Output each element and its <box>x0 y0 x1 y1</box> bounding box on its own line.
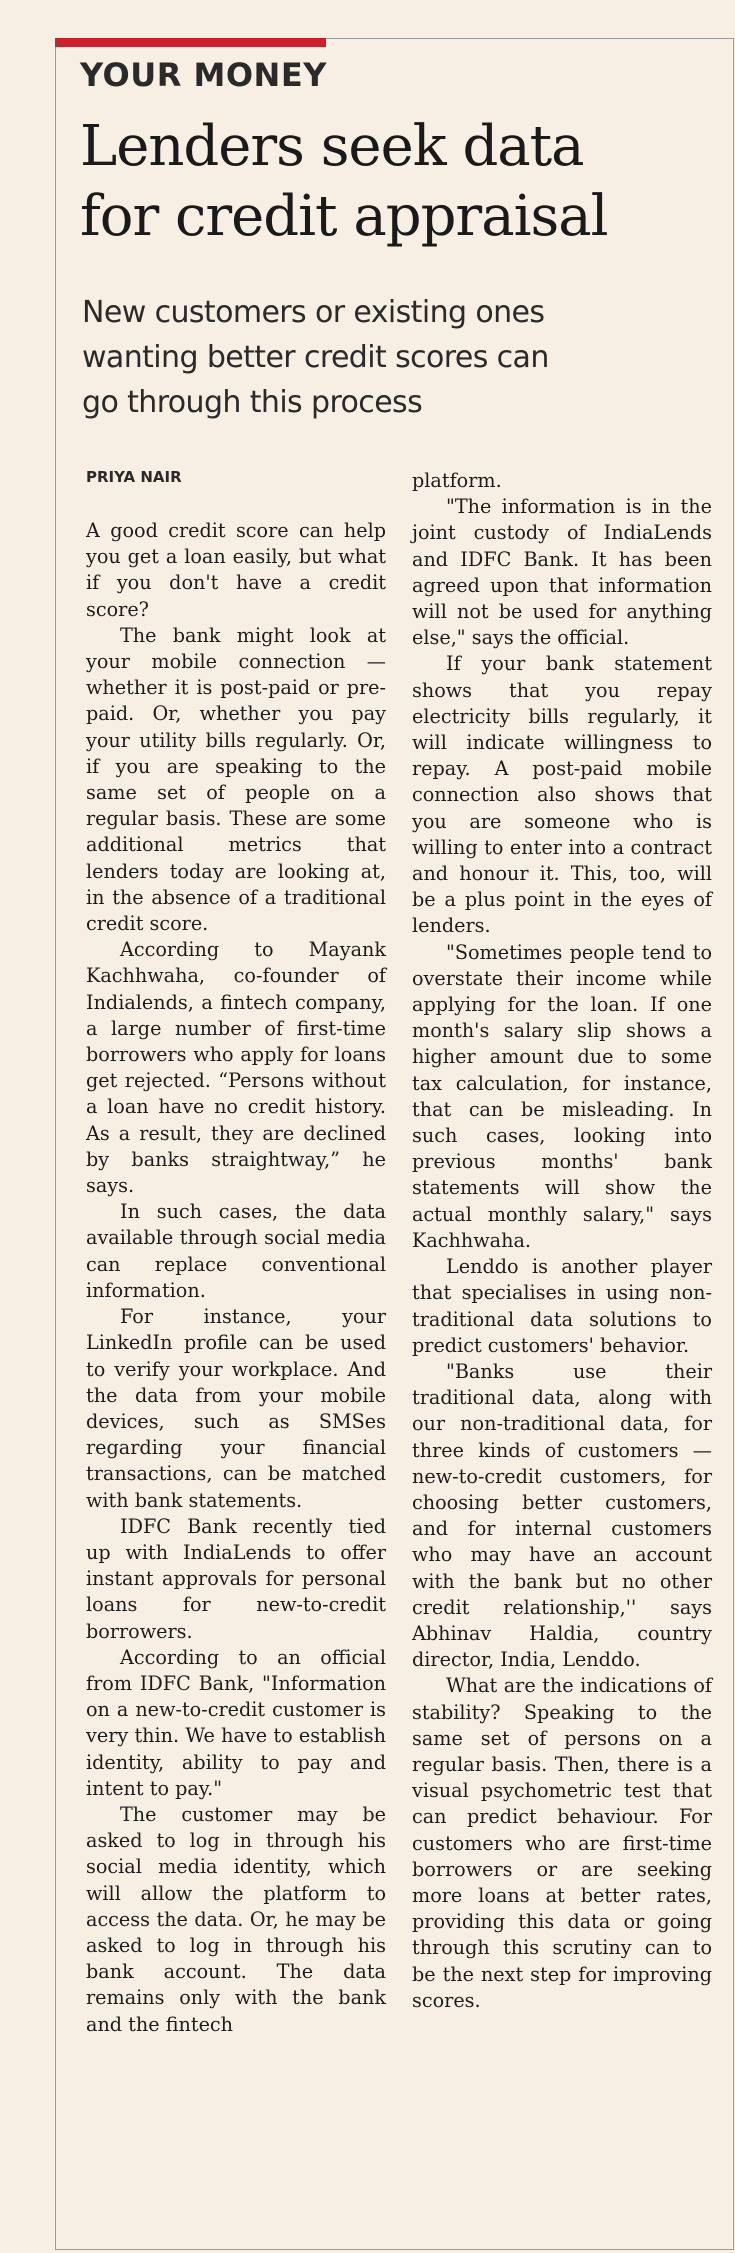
article-column-right <box>412 468 712 2014</box>
paragraph: In such cases, the data available through social media can replace conventional information. <box>86 1200 386 1302</box>
paragraph: "Sometimes people tend to overstate their income while applying for the loan. If one month's salary slip shows a higher amount due to some tax calculation, for instance, that can be misleading. In such cases, looking into previous months' bank statements will show the actual monthly salary," says Kachhwaha. <box>412 940 712 1252</box>
subheadline-line: New customers or existing ones <box>82 295 545 330</box>
subheadline <box>82 290 722 425</box>
headline-line: for credit appraisal <box>80 184 608 249</box>
byline: PRIYA NAIR <box>86 468 182 486</box>
paragraph: The customer may be asked to log in through his social media identity, which will allow the platform to access the data. Or, he may be asked to log in through his bank account. The data remains only with the bank and the fintech <box>86 1802 386 2036</box>
section-label: YOUR MONEY <box>80 56 327 94</box>
paragraph: Lenddo is another player that specialises in using non-traditional data solutions to predict customers' behavior. <box>412 1255 712 1357</box>
paragraph: According to an official from IDFC Bank, "Information on a new-to-credit customer is very thin. We have to establish identity, ability to pay and intent to pay." <box>86 1645 386 1800</box>
paragraph: What are the indications of stability? Speaking to the same set of persons on a regular basis. Then, there is a visual psychometric test that can predict behaviour. For customers who are first-time borrowers or are seeking more loans at better rates, providing this data or going through this scrutiny can to be the next step for improving scores. <box>412 1674 712 2012</box>
paragraph: If your bank statement shows that you repay electricity bills regularly, it will indicate willingness to repay. A post-paid mobile connection also shows that you are someone who is willing to enter into a contract and honour it. This, too, will be a plus point in the eyes of lenders. <box>412 652 712 938</box>
section-accent-bar <box>55 38 326 47</box>
paragraph: "Banks use their traditional data, along with our non-traditional data, for three kinds of customers — new-to-credit customers, for choosing better customers, and for internal customers who may have an account with the bank but no other credit relationship,'' says Abhinav Haldia, country director, India, Lenddo. <box>412 1359 712 1672</box>
paragraph: A good credit score can help you get a loan easily, but what if you don't have a credit score? <box>86 519 386 621</box>
paragraph-continuation: platform. <box>412 469 502 492</box>
paragraph: IDFC Bank recently tied up with IndiaLends to offer instant approvals for personal loans for new-to-credit borrowers. <box>86 1514 386 1643</box>
headline-line: Lenders seek data <box>80 114 584 179</box>
subheadline-line: go through this process <box>82 385 423 420</box>
paragraph: The bank might look at your mobile connection — whether it is post-paid or pre-paid. Or, whether you pay your utility bills regularly. Or, if you are speaking to the same set of people on a regular basis. These are some additional metrics that lenders today are looking at, in the absence of a traditional credit score. <box>86 623 386 936</box>
paragraph: For instance, your LinkedIn profile can be used to verify your workplace. And the data from your mobile devices, such as SMSes regarding your financial transactions, can be matched with bank statements. <box>86 1305 386 1512</box>
paragraph: According to Mayank Kachhwaha, co-founder of Indialends, a fintech company, a large number of first-time borrowers who apply for loans get rejected. “Persons without a loan have no credit history. As a result, they are declined by banks straightway,” he says. <box>86 938 386 1198</box>
article-column-left <box>86 518 386 2038</box>
paragraph: "The information is in the joint custody of IndiaLends and IDFC Bank. It has been agreed upon that information will not be used for anything else," says the official. <box>412 495 712 650</box>
subheadline-line: wanting better credit scores can <box>82 340 549 375</box>
headline <box>80 112 720 252</box>
